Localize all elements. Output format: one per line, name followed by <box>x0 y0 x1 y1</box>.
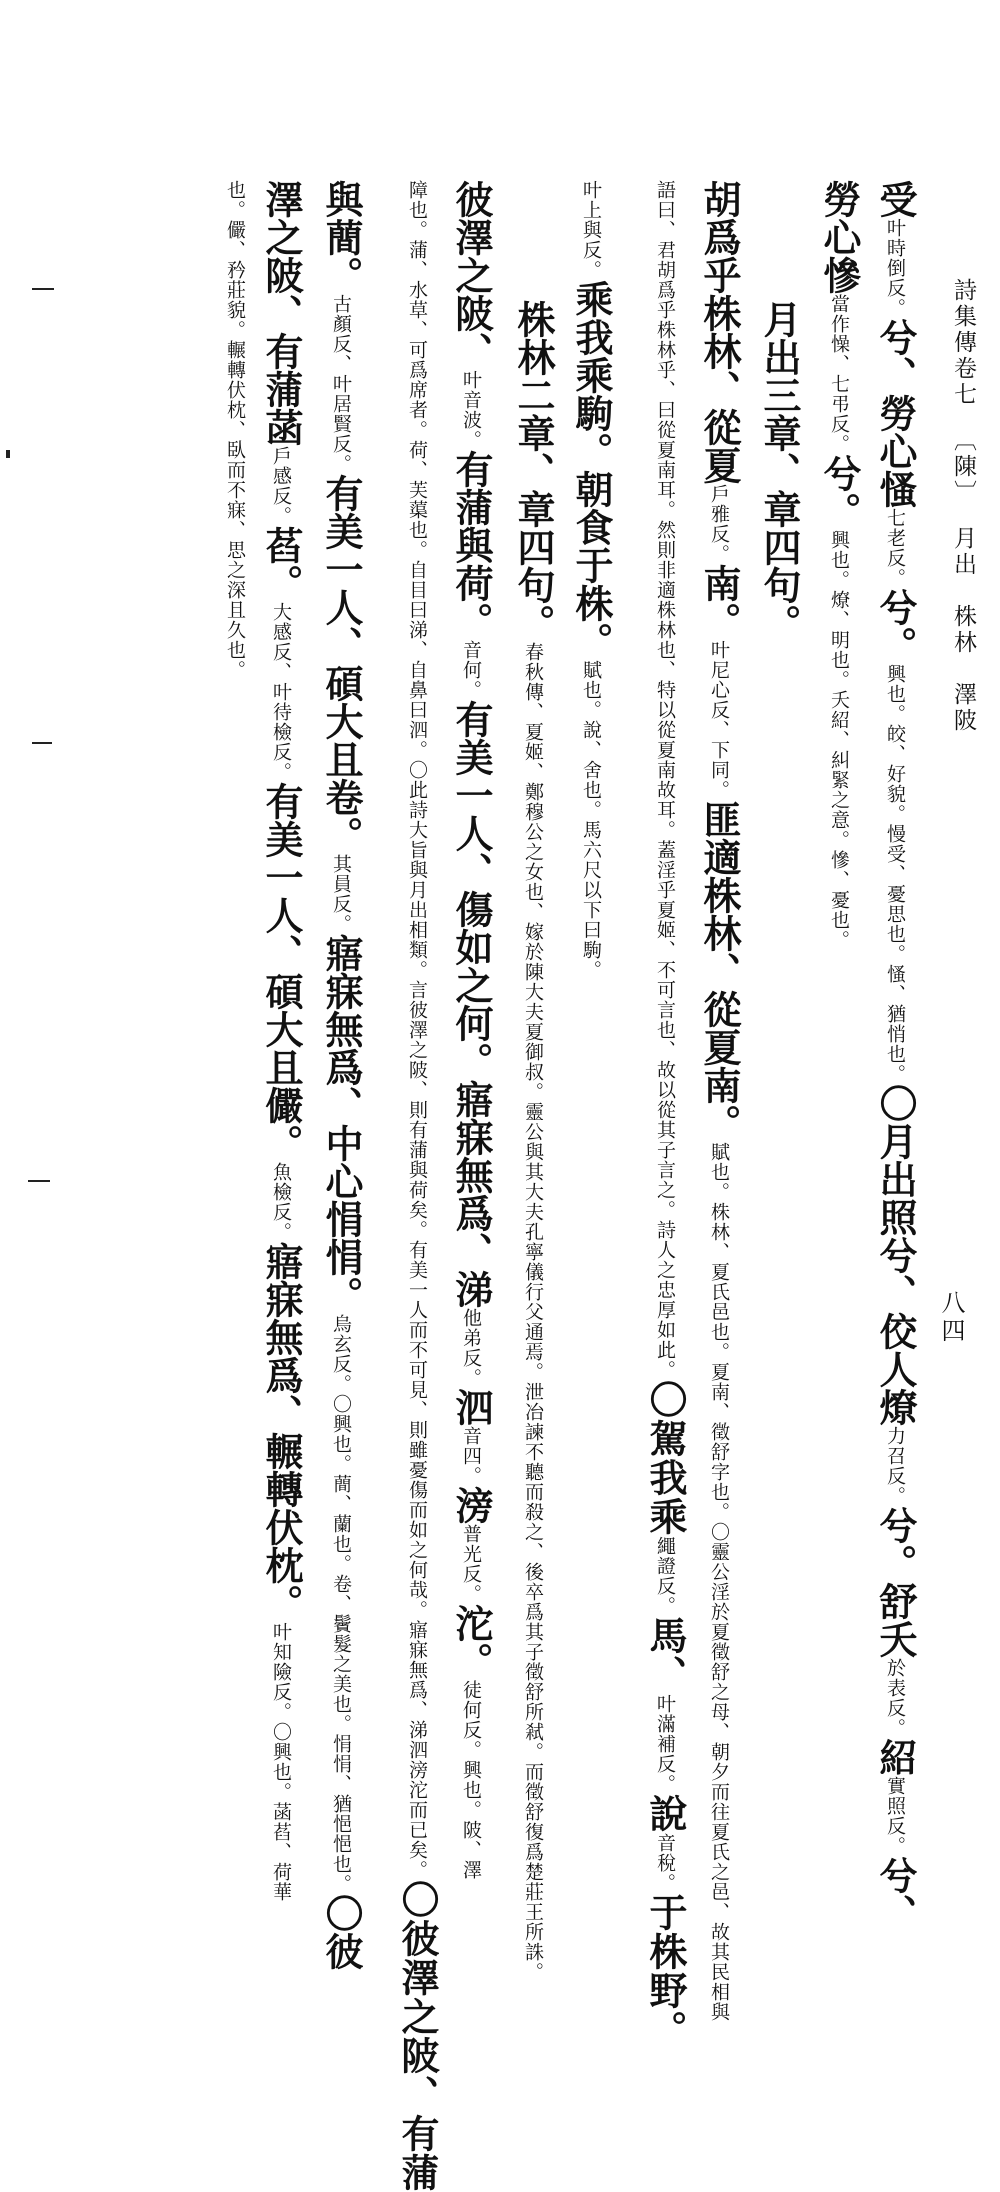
text-column-8: 彼澤之陂、叶音波。有蒲與荷。音何。有美一人、傷如之何。寤寐無爲、涕他弟反。泗音四。滂普光反。沱。徒何反。興也。陂、澤 <box>449 180 494 1880</box>
page-number: 八四 <box>937 1290 965 1346</box>
text-column-12: 也。儼、矜莊貌。輾轉伏枕、臥而不寐、思之深且久也。 <box>224 180 246 680</box>
text-column-9: 障也。蒲、水草、可爲席者。荷、芙蕖也。自目曰涕、自鼻曰泗。〇此詩大旨與月出相類。言彼澤之陂、則有蒲與荷矣。有美一人而不可見、則雖憂傷而如之何哉。寤寐無爲、涕泗滂沱而已矣。〇彼澤之陂、有蒲 <box>395 180 440 2192</box>
scan-mark <box>32 288 54 290</box>
text-column-3: 月出三章、章四句。 <box>757 300 802 642</box>
text-column-7: 株林二章、章四句。春秋傳、夏姬、鄭穆公之女也、嫁於陳大夫夏御叔。靈公與其大夫孔寧儀行父通焉。泄冶諫不聽而殺之、後卒爲其子徵舒所弒。而徵舒復爲楚莊王所誅。 <box>511 300 556 1982</box>
text-column-1: 受叶時倒反。兮、勞心慅七老反。兮。興也。皎、好貌。慢受、憂思也。慅、猶悄也。〇月出照兮、佼人燎力召反。兮。舒夭於表反。紹實照反。兮、 <box>873 180 918 1932</box>
header-book-title: 詩集傳卷七 <box>950 278 976 408</box>
scan-mark <box>6 450 10 458</box>
header-poem-titles: 月出 株林 澤陂 <box>950 526 976 734</box>
text-column-10: 與蕳。古顏反、叶居賢反。有美一人、碩大且卷。其員反。寤寐無爲、中心悁悁。烏玄反。〇興也。蕳、蘭也。卷、鬢髮之美也。悁悁、猶悒悒也。〇彼 <box>319 180 364 1970</box>
text-column-2: 勞心慘當作懆、七弔反。兮。興也。燎、明也。夭紹、糾緊之意。慘、憂也。 <box>817 180 862 950</box>
header-section: 〔陳〕 <box>950 428 976 506</box>
text-column-6: 叶上與反。乘我乘駒。朝食于株。賦也。說、舍也。馬六尺以下曰駒。 <box>569 180 614 980</box>
scan-mark <box>32 742 52 744</box>
text-column-5: 語曰、君胡爲乎株林乎、曰從夏南耳。然則非適株林也、特以從夏南故耳。蓋淫乎夏姬、不可言也、故以從其子言之。詩人之忠厚如此。〇駕我乘繩證反。馬、叶滿補反。說音稅。于株野。 <box>643 180 688 2049</box>
running-header <box>936 278 980 738</box>
scan-mark <box>28 1180 50 1182</box>
text-column-11: 澤之陂、有蒲菡戶感反。萏。大感反、叶待檢反。有美一人、碩大且儼。魚檢反。寤寐無爲、輾轉伏枕。叶知險反。〇興也。菡萏、荷華 <box>259 180 304 1902</box>
text-column-4: 胡爲乎株林、從夏戶雅反。南。叶尼心反、下同。匪適株林、從夏南。賦也。株林、夏氏邑也。夏南、徵舒字也。〇靈公淫於夏徵舒之母、朝夕而往夏氏之邑、故其民相與 <box>697 180 742 2022</box>
